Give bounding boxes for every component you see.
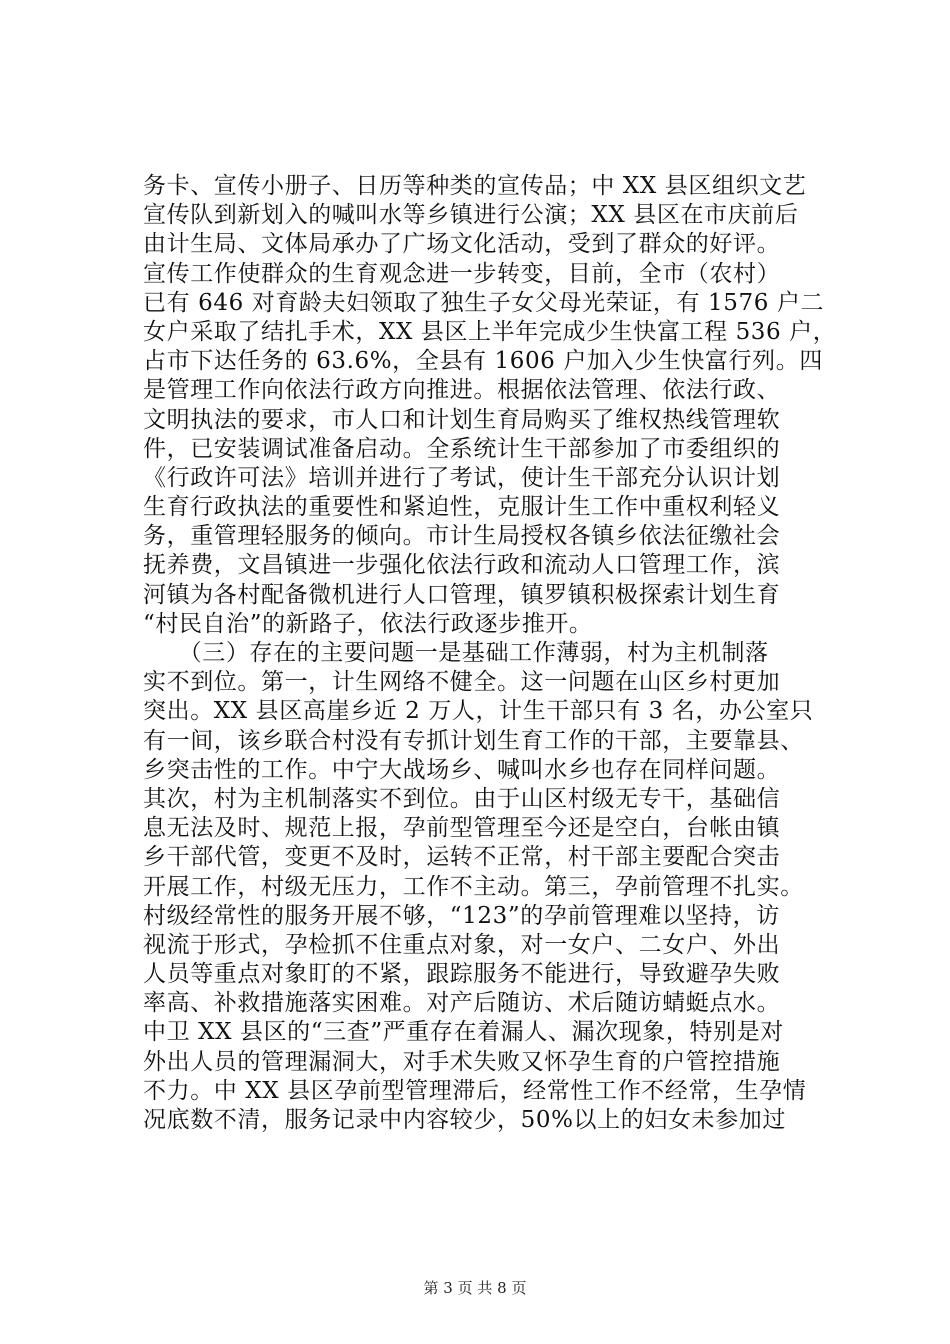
text-line: 村级经常性的服务开展不够，“123”的孕前管理难以坚持，访 xyxy=(143,902,780,929)
text-line: 生育行政执法的重要性和紧迫性，克服计生工作中重权利轻义 xyxy=(143,494,781,521)
text-line: 实不到位。第一，计生网络不健全。这一问题在山区乡村更加 xyxy=(143,669,781,696)
text-line: 开展工作，村级无压力，工作不主动。第三，孕前管理不扎实。 xyxy=(143,873,804,900)
text-line: 乡干部代管，变更不及时，运转不正常，村干部主要配合突击 xyxy=(143,844,781,871)
text-line: 务，重管理轻服务的倾向。市计生局授权各镇乡依法征缴社会 xyxy=(143,523,781,550)
text-line: 河镇为各村配备微机进行人口管理，镇罗镇积极探索计划生育 xyxy=(143,581,781,608)
text-line: 乡突击性的工作。中宁大战场乡、喊叫水乡也存在同样问题。 xyxy=(143,756,781,783)
text-line: 人员等重点对象盯的不紧，跟踪服务不能进行，导致避孕失败 xyxy=(143,961,781,988)
text-line: 息无法及时、规范上报，孕前型管理至今还是空白，台帐由镇 xyxy=(143,815,781,842)
text-line: 不力。中 XX 县区孕前型管理滞后，经常性工作不经常，生孕情 xyxy=(143,1077,807,1104)
text-line: 文明执法的要求，市人口和计划生育局购买了维权热线管理软 xyxy=(143,406,781,433)
text-line: 由计生局、文体局承办了广场文化活动，受到了群众的好评。 xyxy=(143,231,781,258)
paragraph-start-line: （三）存在的主要问题一是基础工作薄弱，村为主机制落 xyxy=(143,640,769,666)
text-line: 已有 646 对育龄夫妇领取了独生子女父母光荣证，有 1576 户二 xyxy=(143,289,825,316)
text-line: 其次，村为主机制落实不到位。由于山区村级无专干，基础信 xyxy=(143,785,781,812)
text-line: 中卫 XX 县区的“三查”严重存在着漏人、漏次现象，特别是对 xyxy=(143,1019,784,1046)
text-line: 女户采取了结扎手术，XX 县区上半年完成少生快富工程 536 户， xyxy=(143,318,837,345)
text-line: 《行政许可法》培训并进行了考试，使计生干部充分认识计划 xyxy=(143,464,781,491)
text-line: 有一间，该乡联合村没有专抓计划生育工作的干部，主要靠县、 xyxy=(143,727,804,754)
text-line: 率高、补救措施落实困难。对产后随访、术后随访蜻蜓点水。 xyxy=(143,990,781,1017)
page-number-footer: 第 3 页 共 8 页 xyxy=(423,1279,527,1297)
text-line: 占市下达任务的 63.6%，全县有 1606 户加入少生快富行列。四 xyxy=(143,348,823,375)
text-line: 突出。XX 县区高崖乡近 2 万人，计生干部只有 3 名，办公室只 xyxy=(143,698,814,725)
text-line: 宣传队到新划入的喊叫水等乡镇进行公演；XX 县区在市庆前后 xyxy=(143,202,799,229)
text-line: 务卡、宣传小册子、日历等种类的宣传品；中 XX 县区组织文艺 xyxy=(143,173,807,199)
text-line: 是管理工作向依法行政方向推进。根据依法管理、依法行政、 xyxy=(143,377,781,404)
text-line: 宣传工作使群众的生育观念进一步转变，目前，全市（农村） xyxy=(143,260,781,287)
text-line: 视流于形式，孕检抓不住重点对象，对一女户、二女户、外出 xyxy=(143,931,781,958)
text-line: 况底数不清，服务记录中内容较少，50%以上的妇女未参加过 xyxy=(143,1107,786,1133)
text-line: “村民自治”的新路子，依法行政逐步推开。 xyxy=(143,610,593,637)
text-line: 外出人员的管理漏洞大，对手术失败又怀孕生育的户管控措施 xyxy=(143,1048,781,1075)
text-line: 件，已安装调试准备启动。全系统计生干部参加了市委组织的 xyxy=(143,435,781,462)
text-line: 抚养费，文昌镇进一步强化依法行政和流动人口管理工作，滨 xyxy=(143,552,781,579)
body-text xyxy=(143,172,843,1135)
